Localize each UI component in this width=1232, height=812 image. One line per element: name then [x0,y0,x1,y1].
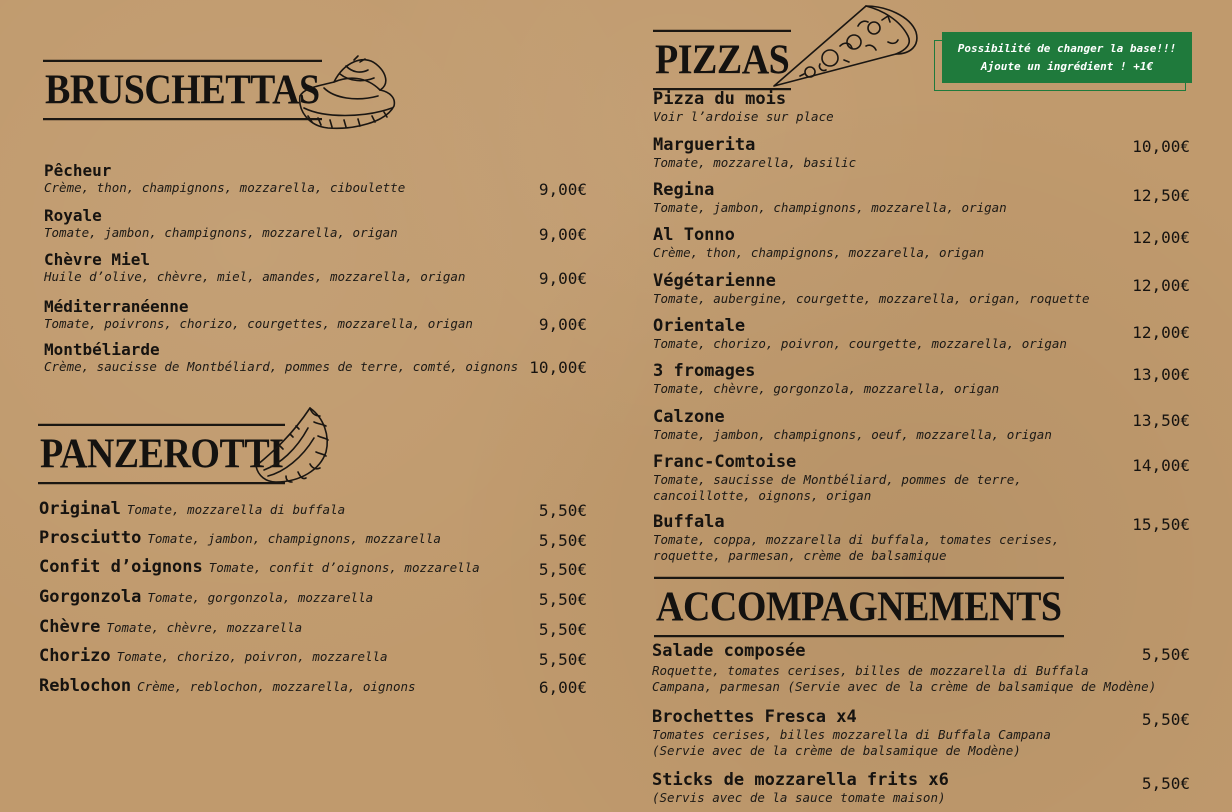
item-price: 5,50€ [538,531,587,550]
item-name: Regina [653,180,715,200]
pizza-slice-sketch-icon [770,2,920,90]
item-description: Tomate, mozzarella, basilic [653,155,857,170]
item-name: Brochettes Fresca x4 [652,707,857,727]
item-price: 5,50€ [1141,710,1190,729]
panzerotti-sketch-icon [250,404,332,486]
menu-item [44,340,518,375]
item-name: Al Tonno [653,225,735,245]
item-price: 9,00€ [538,315,587,334]
menu-item [44,297,473,332]
item-description-line-2: Campana, parmesan (Servie avec de la crème de balsamique de Modène) [652,679,1157,694]
item-price: 5,50€ [538,501,587,520]
item-description: Tomate, aubergine, courgette, mozzarella, origan, roquette [653,291,1090,306]
item-description: Crème, thon, champignons, mozzarella, ciboulette [44,180,406,195]
menu-item [653,272,1090,307]
item-name: Reblochon [39,676,132,696]
item-name: Buffala [653,512,725,532]
menu-item [653,226,984,261]
item-price: 12,00€ [1132,276,1190,295]
item-description: (Servis avec de la sauce tomate maison) [652,790,946,805]
item-description: Tomate, jambon, champignons, mozzarella [147,531,441,546]
item-price: 10,00€ [529,358,587,377]
menu-item [653,90,834,125]
menu-item [39,646,388,666]
item-name: Marguerita [653,135,756,155]
item-description-line-2: (Servie avec de la crème de balsamique de Modène) [652,743,1021,758]
menu-item [653,317,1067,352]
panzerotti-title: PANZEROTTI [38,424,285,484]
item-name: Gorgonzola [39,587,142,607]
item-description: Tomate, chorizo, poivron, courgette, mozzarella, origan [653,336,1067,351]
item-description: Crème, saucisse de Montbéliard, pommes de terre, comté, oignons [44,359,519,374]
item-price: 15,50€ [1132,515,1190,534]
menu-item [653,181,1007,216]
item-description: Voir l’ardoise sur place [653,109,834,124]
item-price: 5,50€ [538,620,587,639]
menu-item [652,642,1156,695]
menu-item [44,161,405,196]
item-description: Tomate, saucisse de Montbéliard, pommes de terre, [653,472,1022,487]
item-name: Méditerranéenne [44,297,189,316]
menu-item [652,708,1051,759]
item-price: 10,00€ [1132,137,1190,156]
menu-item [653,362,999,397]
bruschetta-sketch-icon [294,52,398,132]
item-description: Roquette, tomates cerises, billes de mozzarella di Buffala [652,663,1089,678]
menu-item [44,206,398,241]
item-price: 9,00€ [538,269,587,288]
notice-line-2: Ajoute un ingrédient ! +1€ [980,60,1154,73]
bruschettas-title: BRUSCHETTAS [43,60,322,120]
item-description: Crème, thon, champignons, mozzarella, origan [653,245,985,260]
item-description: Crème, reblochon, mozzarella, oignons [137,679,416,694]
menu-item [39,499,345,519]
item-name: Original [39,499,121,519]
item-price: 5,50€ [1141,774,1190,793]
item-name: Confit d’oignons [39,557,203,577]
item-description: Tomates cerises, billes mozzarella di Buffala Campana [652,727,1051,742]
item-description: Tomate, gorgonzola, mozzarella [147,590,374,605]
item-description: Tomate, poivrons, chorizo, courgettes, mozzarella, origan [44,316,473,331]
item-price: 12,00€ [1132,228,1190,247]
item-description: Tomate, chèvre, mozzarella [106,620,303,635]
item-description: Tomate, jambon, champignons, oeuf, mozzarella, origan [653,427,1052,442]
menu-item [653,408,1052,443]
item-price: 14,00€ [1132,456,1190,475]
item-price: 5,50€ [538,650,587,669]
item-name: Franc-Comtoise [653,452,797,472]
menu-item [653,136,856,171]
item-name: Pizza du mois [653,89,787,109]
menu-item [653,513,1059,564]
item-description: Tomate, coppa, mozzarella di buffala, tomates cerises, [653,532,1060,547]
item-description: Tomate, chorizo, poivron, mozzarella [116,649,388,664]
item-description: Huile d’olive, chèvre, miel, amandes, mozzarella, origan [44,269,466,284]
item-name: Royale [44,206,102,225]
notice-line-1: Possibilité de changer la base!!! [957,42,1177,55]
base-change-notice [942,32,1192,83]
accompagnements-title: ACCOMPAGNEMENTS [654,577,1064,637]
item-name: 3 fromages [653,361,756,381]
menu-item [653,453,1022,504]
item-price: 9,00€ [538,225,587,244]
item-price: 5,50€ [1141,645,1190,664]
item-name: Prosciutto [39,528,142,548]
item-name: Sticks de mozzarella frits x6 [652,770,949,790]
menu-item [39,528,441,548]
pizzas-title: PIZZAS [653,30,791,90]
item-name: Calzone [653,407,725,427]
item-name: Salade composée [652,641,806,661]
item-price: 5,50€ [538,560,587,579]
item-price: 9,00€ [538,180,587,199]
menu-item [652,771,949,806]
item-name: Orientale [653,316,746,336]
menu-item [39,617,302,637]
item-price: 6,00€ [538,678,587,697]
item-price: 13,50€ [1132,411,1190,430]
item-description-line-2: roquette, parmesan, crème de balsamique [653,548,947,563]
item-price: 5,50€ [538,590,587,609]
menu-item [39,587,373,607]
item-name: Pêcheur [44,161,112,180]
menu-item [39,557,480,577]
item-description: Tomate, confit d’oignons, mozzarella [208,560,480,575]
item-price: 12,50€ [1132,186,1190,205]
item-name: Montbéliarde [44,340,160,359]
item-price: 12,00€ [1132,323,1190,342]
item-description: Tomate, chèvre, gorgonzola, mozzarella, origan [653,381,1000,396]
item-name: Végétarienne [653,271,776,291]
item-name: Chèvre Miel [44,250,150,269]
item-description-line-2: cancoillotte, oignons, origan [653,488,872,503]
item-description: Tomate, jambon, champignons, mozzarella, origan [44,225,398,240]
item-description: Tomate, mozzarella di buffala [126,502,346,517]
menu-item [44,250,465,285]
menu-item [39,676,416,696]
item-name: Chèvre [39,617,101,637]
item-description: Tomate, jambon, champignons, mozzarella, origan [653,200,1007,215]
item-name: Chorizo [39,646,111,666]
item-price: 13,00€ [1132,365,1190,384]
